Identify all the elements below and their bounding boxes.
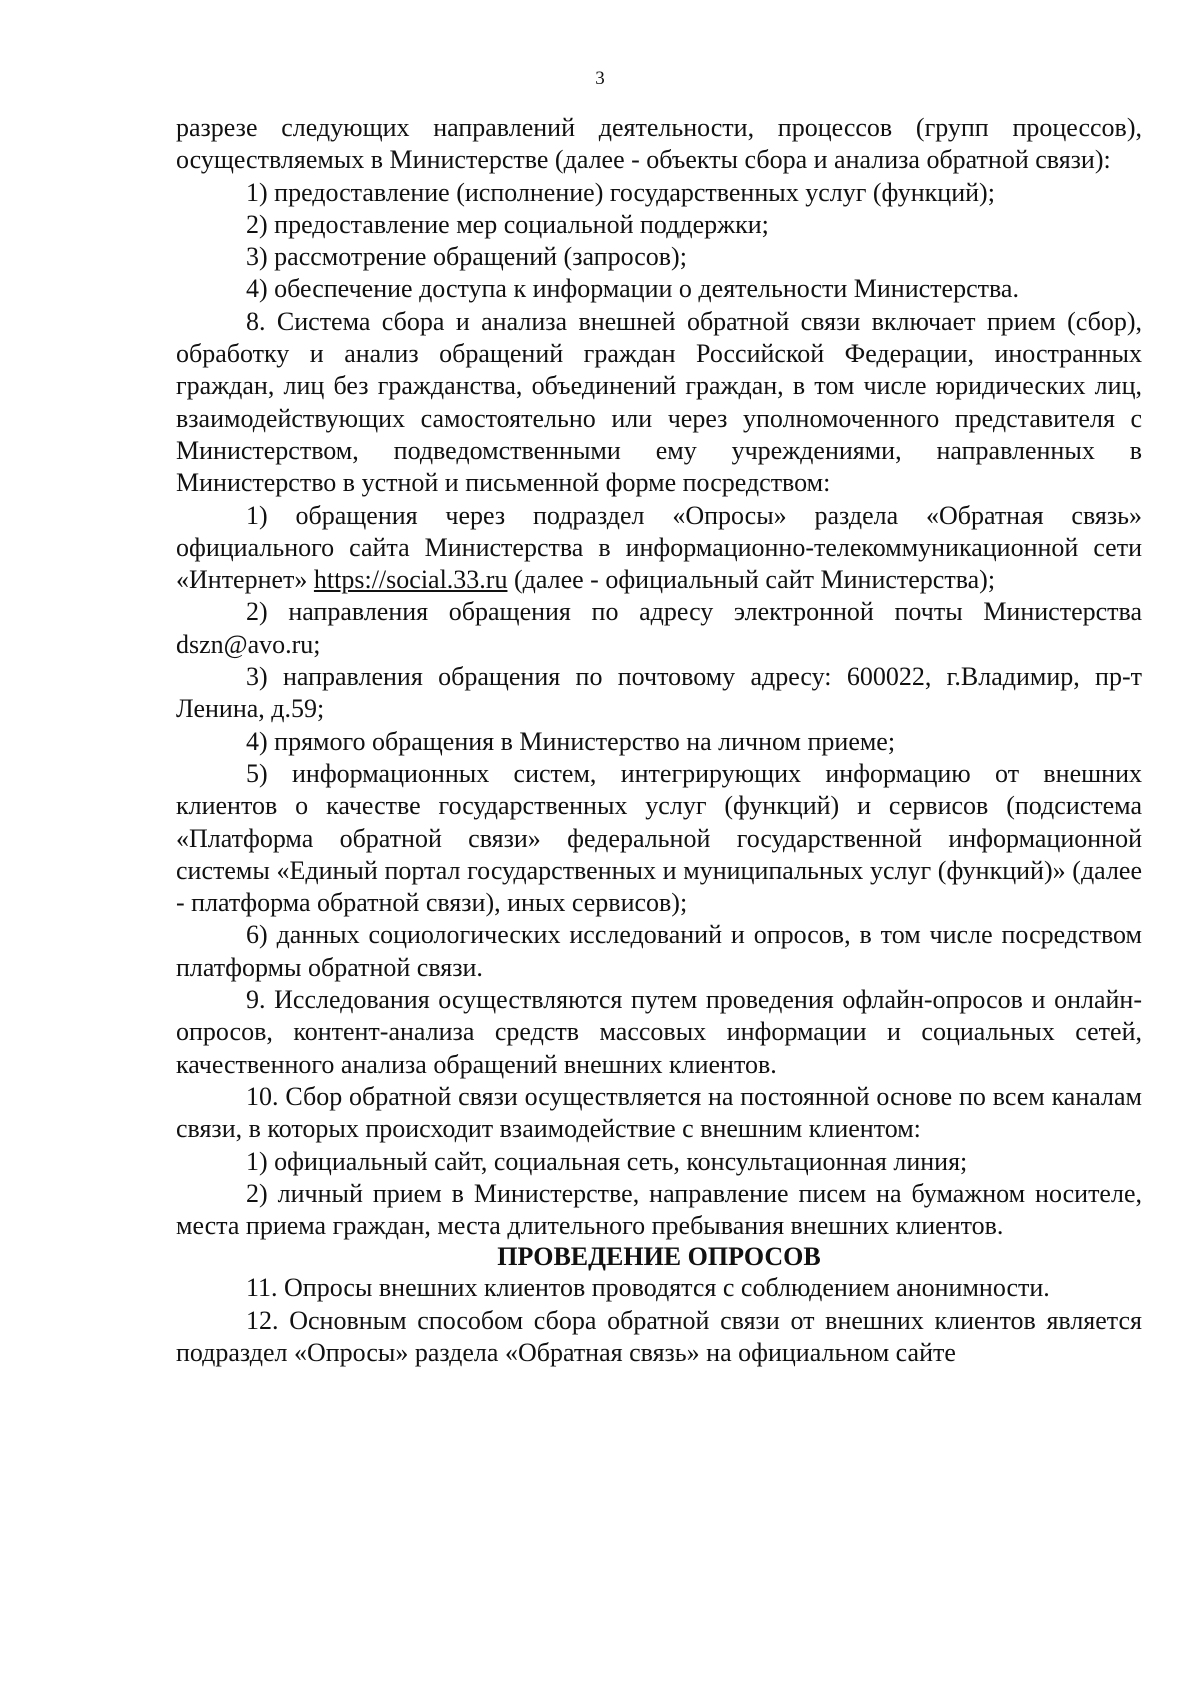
list-item-offline-channels: 2) личный прием в Министерстве, направление писем на бумажном носителе, места приема граждан, места длительного пребывания внешних клиентов. <box>176 1178 1142 1241</box>
list-item-personal-reception: 4) прямого обращения в Министерство на личном приеме; <box>246 726 896 756</box>
paragraph-12: 12. Основным способом сбора обратной связи от внешних клиентов является подраздел «Опросы» раздела «Обратная связь» на официальном сайте <box>176 1305 1142 1367</box>
list-item-sociological-research: 6) данных социологических исследований и опросов, в том числе посредством платформы обратной связи. <box>176 920 1142 982</box>
page-number: 3 <box>595 68 605 89</box>
list-item-appeals-review: 3) рассмотрение обращений (запросов); <box>246 242 687 272</box>
website-link[interactable]: https://social.33.ru <box>313 565 508 595</box>
paragraph-10: 10. Сбор обратной связи осуществляется на постоянной основе по всем каналам связи, в которых происходит взаимодействие с внешним клиентом: <box>176 1081 1142 1144</box>
list-item-website-survey <box>176 500 1142 597</box>
list-item-information-access: 4) обеспечение доступа к информации о деятельности Министерства. <box>246 274 1019 304</box>
list-item-information-systems: 5) информационных систем, интегрирующих информацию от внешних клиентов о качестве государственных услуг (функций) и сервисов (подсистема «Платформа обратной связи» федеральной государственной информационной системы «Единый портал государственных и муниципальных услуг (функций)» (далее - платформа обратной связи), иных сервисов); <box>176 758 1142 918</box>
list-item-email: 2) направления обращения по адресу электронной почты Министерства dszn@avo.ru; <box>176 597 1142 659</box>
list-item-social-support: 2) предоставление мер социальной поддержки; <box>246 209 769 239</box>
paragraph-8: 8. Система сбора и анализа внешней обратной связи включает прием (сбор), обработку и анализ обращений граждан Российской Федерации, иностранных граждан, лиц без гражданства, объединений граждан, в том числе юридических лиц, взаимодействующих самостоятельно или через уполномоченного представителя с Министерством, подведомственными ему учреждениями, направленных в Министерство в устной и письменной форме посредством: <box>176 306 1142 498</box>
list-item-postal-address: 3) направления обращения по почтовому адресу: 600022, г.Владимир, пр-т Ленина, д.59; <box>176 662 1142 724</box>
section-heading: ПРОВЕДЕНИЕ ОПРОСОВ <box>497 1242 821 1272</box>
website-survey-text-end: (далее - официальный сайт Министерства); <box>507 565 996 595</box>
list-item-online-channels: 1) официальный сайт, социальная сеть, консультационная линия; <box>246 1146 968 1176</box>
document-body <box>176 112 1142 1369</box>
paragraph-continuation: разрезе следующих направлений деятельности, процессов (групп процессов), осуществляемых в Министерстве (далее - объекты сбора и анализа обратной связи): <box>176 113 1142 175</box>
website-survey-text: 1) обращения через подраздел «Опросы» раздела «Обратная связь» официального сайта Министерства в информационно-телекоммуникационной сети «Интернет» <box>176 500 1142 595</box>
paragraph-9: 9. Исследования осуществляются путем проведения офлайн-опросов и онлайн-опросов, контент-анализа средств массовых информации и социальных сетей, качественного анализа обращений внешних клиентов. <box>176 985 1142 1079</box>
paragraph-11: 11. Опросы внешних клиентов проводятся с соблюдением анонимности. <box>246 1273 1050 1303</box>
list-item-state-services: 1) предоставление (исполнение) государственных услуг (функций); <box>246 177 995 207</box>
